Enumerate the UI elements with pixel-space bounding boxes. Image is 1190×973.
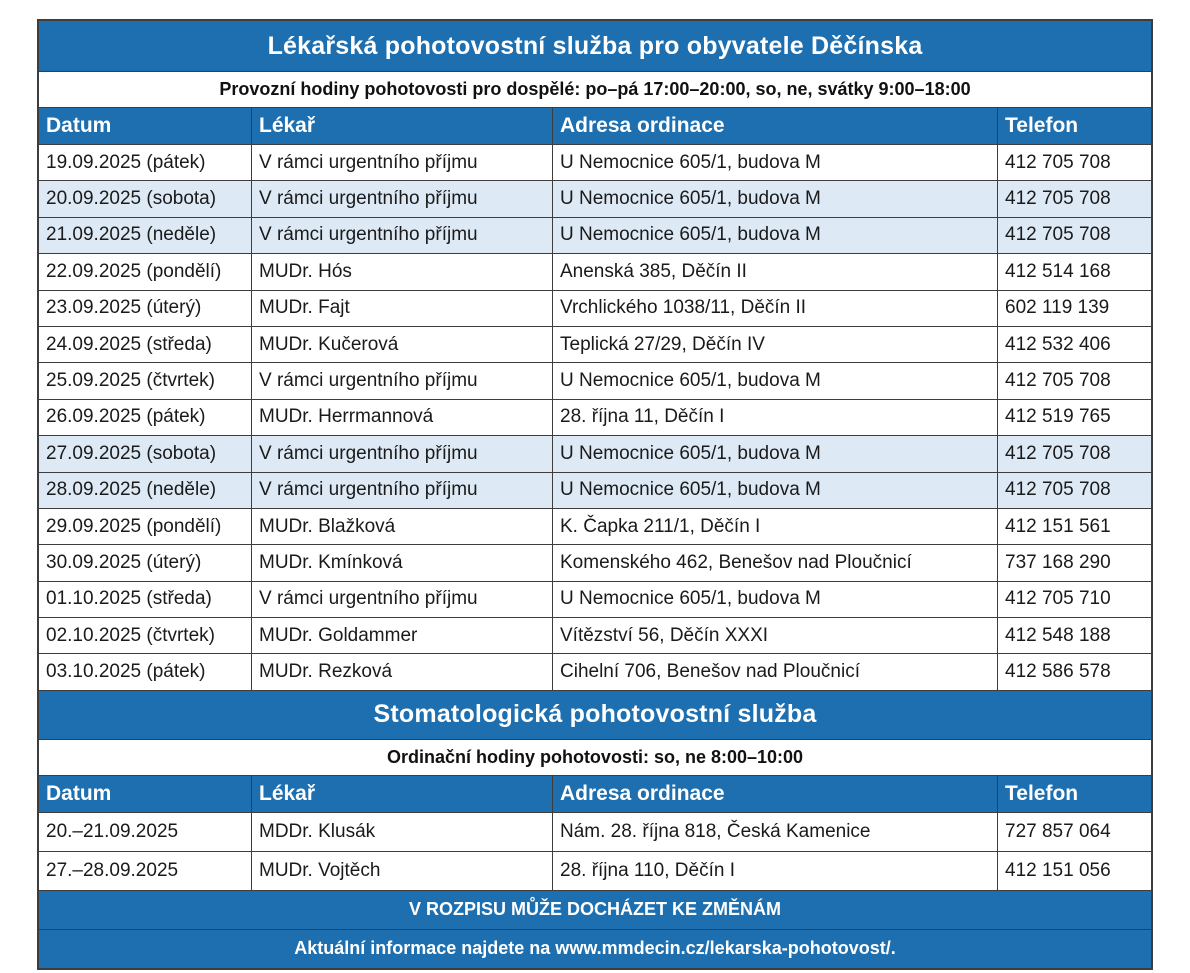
column-header-doctor: Lékař (252, 108, 553, 145)
cell-address: Vítězství 56, Děčín XXXI (553, 618, 998, 654)
column-header-phone: Telefon (998, 775, 1152, 812)
table-row (39, 545, 1152, 581)
cell-phone: 412 705 710 (998, 581, 1152, 617)
cell-date: 24.09.2025 (středa) (39, 326, 252, 362)
footer-notice: V ROZPISU MŮŽE DOCHÁZET KE ZMĚNÁM (39, 890, 1152, 929)
cell-phone: 412 705 708 (998, 145, 1152, 181)
cell-doctor: MUDr. Rezková (252, 654, 553, 690)
dental-header-row (39, 775, 1152, 812)
table-row (39, 145, 1152, 181)
adult-header-row (39, 108, 1152, 145)
cell-phone: 412 151 561 (998, 508, 1152, 544)
table-row (39, 399, 1152, 435)
cell-address: Cihelní 706, Benešov nad Ploučnicí (553, 654, 998, 690)
dental-hours: Ordinační hodiny pohotovosti: so, ne 8:00–10:00 (39, 739, 1152, 775)
cell-phone: 412 705 708 (998, 436, 1152, 472)
footer-info-row (39, 929, 1152, 968)
cell-date: 21.09.2025 (neděle) (39, 217, 252, 253)
cell-address: U Nemocnice 605/1, budova M (553, 145, 998, 181)
adult-hours: Provozní hodiny pohotovosti pro dospělé: po–pá 17:00–20:00, so, ne, svátky 9:00–18:00 (39, 72, 1152, 108)
cell-date: 03.10.2025 (pátek) (39, 654, 252, 690)
table-row (39, 508, 1152, 544)
cell-doctor: MUDr. Vojtěch (252, 851, 553, 890)
dental-hours-row (39, 739, 1152, 775)
table-row (39, 181, 1152, 217)
table-row (39, 290, 1152, 326)
column-header-date: Datum (39, 775, 252, 812)
cell-address: Anenská 385, Děčín II (553, 254, 998, 290)
table-row (39, 812, 1152, 851)
cell-phone: 412 705 708 (998, 363, 1152, 399)
table-row (39, 618, 1152, 654)
column-header-address: Adresa ordinace (553, 108, 998, 145)
cell-doctor: MUDr. Hós (252, 254, 553, 290)
cell-address: Nám. 28. října 818, Česká Kamenice (553, 812, 998, 851)
schedule-table (38, 20, 1152, 969)
cell-address: K. Čapka 211/1, Děčín I (553, 508, 998, 544)
cell-phone: 737 168 290 (998, 545, 1152, 581)
cell-address: 28. října 110, Děčín I (553, 851, 998, 890)
cell-phone: 412 705 708 (998, 472, 1152, 508)
column-header-doctor: Lékař (252, 775, 553, 812)
cell-doctor: MUDr. Herrmannová (252, 399, 553, 435)
cell-date: 19.09.2025 (pátek) (39, 145, 252, 181)
cell-address: 28. října 11, Děčín I (553, 399, 998, 435)
cell-date: 27.–28.09.2025 (39, 851, 252, 890)
table-row (39, 851, 1152, 890)
dental-title-row (39, 690, 1152, 739)
table-row (39, 436, 1152, 472)
cell-doctor: V rámci urgentního příjmu (252, 181, 553, 217)
cell-address: Teplická 27/29, Děčín IV (553, 326, 998, 362)
cell-address: U Nemocnice 605/1, budova M (553, 181, 998, 217)
table-row (39, 581, 1152, 617)
cell-phone: 412 519 765 (998, 399, 1152, 435)
footer-notice-row (39, 890, 1152, 929)
table-row (39, 472, 1152, 508)
cell-address: U Nemocnice 605/1, budova M (553, 436, 998, 472)
cell-doctor: MUDr. Goldammer (252, 618, 553, 654)
cell-date: 23.09.2025 (úterý) (39, 290, 252, 326)
column-header-address: Adresa ordinace (553, 775, 998, 812)
cell-address: Komenského 462, Benešov nad Ploučnicí (553, 545, 998, 581)
cell-doctor: V rámci urgentního příjmu (252, 145, 553, 181)
table-row (39, 363, 1152, 399)
cell-phone: 412 586 578 (998, 654, 1152, 690)
cell-date: 25.09.2025 (čtvrtek) (39, 363, 252, 399)
cell-address: Vrchlického 1038/11, Děčín II (553, 290, 998, 326)
cell-date: 29.09.2025 (pondělí) (39, 508, 252, 544)
cell-phone: 412 705 708 (998, 181, 1152, 217)
cell-doctor: V rámci urgentního příjmu (252, 436, 553, 472)
cell-date: 27.09.2025 (sobota) (39, 436, 252, 472)
cell-address: U Nemocnice 605/1, budova M (553, 363, 998, 399)
cell-address: U Nemocnice 605/1, budova M (553, 472, 998, 508)
on-call-schedule (37, 19, 1153, 970)
cell-phone: 412 705 708 (998, 217, 1152, 253)
cell-date: 20.–21.09.2025 (39, 812, 252, 851)
dental-title: Stomatologická pohotovostní služba (39, 690, 1152, 739)
cell-phone: 412 548 188 (998, 618, 1152, 654)
cell-doctor: MUDr. Kmínková (252, 545, 553, 581)
cell-address: U Nemocnice 605/1, budova M (553, 581, 998, 617)
adult-title-row (39, 21, 1152, 72)
cell-date: 01.10.2025 (středa) (39, 581, 252, 617)
adult-hours-row (39, 72, 1152, 108)
cell-date: 20.09.2025 (sobota) (39, 181, 252, 217)
cell-doctor: MUDr. Kučerová (252, 326, 553, 362)
cell-address: U Nemocnice 605/1, budova M (553, 217, 998, 253)
table-row (39, 254, 1152, 290)
column-header-date: Datum (39, 108, 252, 145)
adult-title: Lékařská pohotovostní služba pro obyvatele Děčínska (39, 21, 1152, 72)
cell-date: 02.10.2025 (čtvrtek) (39, 618, 252, 654)
cell-date: 26.09.2025 (pátek) (39, 399, 252, 435)
cell-date: 28.09.2025 (neděle) (39, 472, 252, 508)
table-row (39, 326, 1152, 362)
footer-info: Aktuální informace najdete na www.mmdecin.cz/lekarska-pohotovost/. (39, 929, 1152, 968)
cell-doctor: V rámci urgentního příjmu (252, 581, 553, 617)
cell-date: 22.09.2025 (pondělí) (39, 254, 252, 290)
cell-phone: 412 514 168 (998, 254, 1152, 290)
cell-date: 30.09.2025 (úterý) (39, 545, 252, 581)
cell-phone: 602 119 139 (998, 290, 1152, 326)
table-row (39, 654, 1152, 690)
cell-phone: 727 857 064 (998, 812, 1152, 851)
cell-doctor: V rámci urgentního příjmu (252, 363, 553, 399)
cell-doctor: V rámci urgentního příjmu (252, 472, 553, 508)
cell-doctor: MUDr. Blažková (252, 508, 553, 544)
cell-doctor: V rámci urgentního příjmu (252, 217, 553, 253)
table-row (39, 217, 1152, 253)
cell-doctor: MDDr. Klusák (252, 812, 553, 851)
cell-phone: 412 532 406 (998, 326, 1152, 362)
cell-phone: 412 151 056 (998, 851, 1152, 890)
cell-doctor: MUDr. Fajt (252, 290, 553, 326)
column-header-phone: Telefon (998, 108, 1152, 145)
